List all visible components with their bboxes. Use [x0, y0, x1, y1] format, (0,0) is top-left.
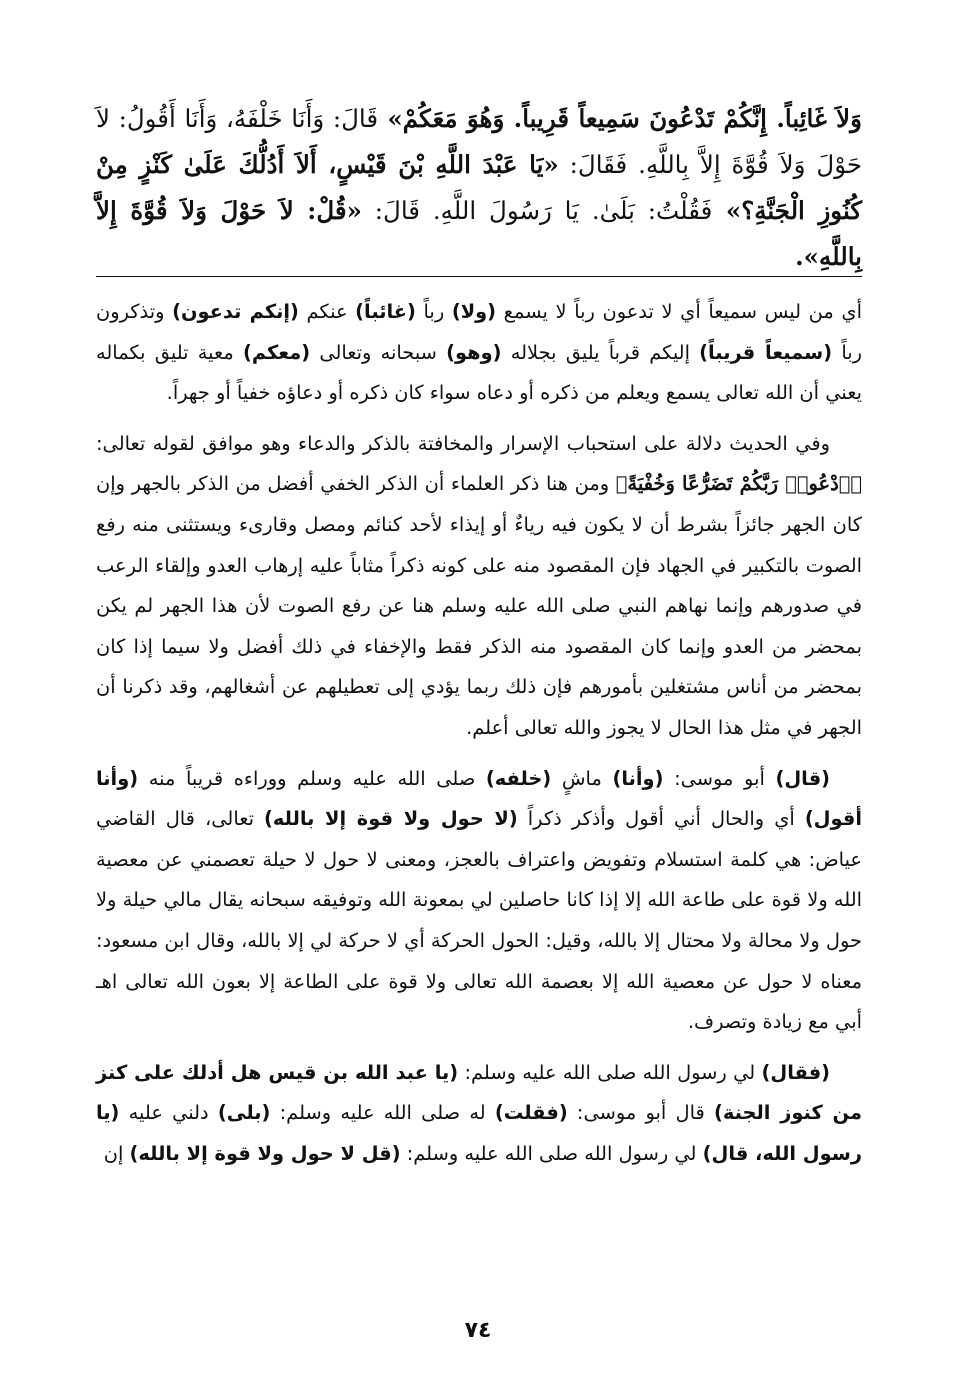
- bold-term: (غائباً): [355, 300, 416, 323]
- bold-term: (فقلت): [494, 1101, 568, 1125]
- text-run: أبو موسى:: [663, 766, 776, 790]
- text-run: لي رسول الله صلى الله عليه وسلم:: [400, 1141, 703, 1165]
- text-run: وفي الحديث دلالة على استحباب الإسرار والمخافتة بالذكر والدعاء وهو موافق لقوله تعالى:: [96, 431, 830, 455]
- commentary-paragraph: [96, 424, 862, 749]
- text-run: عنكم: [298, 300, 356, 323]
- text-run: إن: [103, 1141, 130, 1165]
- text-run: ماشٍ: [551, 766, 613, 790]
- commentary-paragraph: [96, 759, 862, 1043]
- footnote-separator-line: [96, 276, 862, 277]
- bold-term: (قال): [775, 766, 831, 790]
- bold-term: (قل لا حول ولا قوة إلا بالله): [129, 1141, 401, 1165]
- bold-term: (يا رسول الله، قال): [96, 1101, 862, 1165]
- commentary-body: [96, 292, 862, 1184]
- text-run: سبحانه وتعالى: [310, 340, 447, 364]
- bold-term: (بلى): [217, 1101, 271, 1125]
- text-run: وتذكرون رباً: [96, 300, 862, 364]
- bold-term: «قُلْ: لاَ حَوْلَ وَلاَ قُوَّةَ إِلاَّ بِاللَّهِ».: [96, 196, 862, 271]
- text-run: تعالى، قال القاضي عياض: هي كلمة استسلام وتفويض واعتراف بالعجز، ومعنى لا حول لا حيلة تعصمني عن معصية الله ولا قوة على طاعة الله إلا إذا كانا حاصلين لي بمعونة الله وتوفيقه سبحانه يقال مالي حيلة ولا حول ولا محالة ولا محتال إلا بالله، وقيل: الحول الحركة أي لا حركة لي إلا بالله، وقال ابن مسعود: معناه لا حول عن معصية الله إلا بعصمة الله تعالى ولا قوة على الطاعة إلا بعون الله تعالى اهـ أبي مع زيادة وتصرف.: [96, 807, 862, 1034]
- text-run: أي والحال أني أقول وأذكر ذكراً: [517, 807, 805, 831]
- bold-term: (سميعاً قريباً): [699, 340, 833, 364]
- text-run: لي رسول الله صلى الله عليه وسلم:: [458, 1060, 762, 1084]
- text-run: رباً: [415, 300, 452, 323]
- text-run: قَالَ: وَأَنَا خَلْفَهُ، وَأَنَا أَقُولُ: لاَ حَوْلَ وَلاَ قُوَّةَ إِلاَّ بِاللَّهِ. فَقَالَ:: [96, 104, 863, 179]
- text-run: إليكم قرباً يليق بجلاله: [501, 340, 700, 364]
- text-run: فَقُلْتُ: بَلَىٰ. يَا رَسُولَ اللَّهِ. قَالَ:: [361, 196, 713, 225]
- bold-term: (فقال): [761, 1060, 830, 1084]
- text-run: قال أبو موسى:: [567, 1101, 714, 1125]
- text-run: ومن هنا ذكر العلماء أن الذكر الخفي أفضل من الذكر بالجهر وإن كان الجهر جائزاً بشرط أن لا يكون فيه رياءٌ أو إيذاء لأحد كنائم ومصل وقارىء ويستثنى منه رفع الصوت بالتكبير في الجهاد فإن المقصود منه على كونه ذكراً مثاباً عليه إرهاب العدو وإلقاء الرعب في صدورهم وإنما نهاهم النبي صلى الله عليه وسلم هنا عن رفع الصوت لأن هذا الجهر لم يكن بمحضر من العدو وإنما كان المقصود منه الذكر فقط والإخفاء في ذلك أفضل ولا سيما إذا كان بمحضر من أناس مشتغلين بأمورهم فإن ذلك ربما يؤدي إلى تعطيلهم عن أشغالهم، وقد ذكرنا أن الجهر في مثل هذا الحال لا يجوز والله تعالى أعلم.: [96, 472, 862, 739]
- bold-term: (خلفه): [485, 766, 552, 790]
- bold-term: (وهو): [446, 340, 502, 364]
- bold-term: وَلاَ غَائِباً. إِنَّكُمْ تَدْعُونَ سَمِيعاً قَرِيباً. وَهُوَ مَعَكُمْ»: [378, 104, 862, 133]
- bold-term: (معكم): [242, 340, 311, 364]
- text-run: معية تليق بكماله يعني أن الله تعالى يسمع ويعلم من ذكره أو دعاه سواء كان ذكره أو دعاؤه خفياً أو جهراً.: [96, 340, 862, 405]
- bold-term: (إنكم تدعون): [172, 300, 299, 323]
- bold-term: (لا حول ولا قوة إلا بالله): [264, 807, 518, 831]
- bold-term: «يَا عَبْدَ اللَّهِ بْنَ قَيْسٍ، أَلاَ أَدُلُّكَ عَلَىٰ كَنْزٍ مِنْ كُنُوزِ الْجَنَّةِ؟»: [96, 150, 862, 225]
- text-run: صلى الله عليه وسلم ووراءه قريباً منه: [138, 766, 486, 790]
- text-run: أي من ليس سميعاً أي لا تدعون رباً لا يسمع: [496, 300, 862, 323]
- text-run: دلني عليه: [119, 1101, 218, 1125]
- bold-term: (ولا): [451, 300, 497, 323]
- bold-term: (يا عبد الله بن قيس هل أدلك على كنز من كنوز الجنة): [96, 1060, 862, 1125]
- text-run: له صلى الله عليه وسلم:: [270, 1101, 495, 1125]
- bold-term: (وأنا): [612, 766, 664, 790]
- commentary-paragraph: [96, 1053, 862, 1175]
- page-number: ٧٤: [464, 1318, 492, 1343]
- hadith-text: [96, 96, 863, 271]
- book-page: [96, 96, 862, 1346]
- commentary-paragraph: [96, 292, 862, 414]
- bold-term: (وأنا أقول): [96, 766, 862, 831]
- quran-verse: ﴿ٱدْعُوا۟ رَبَّكُمْ تَضَرُّعًا وَخُفْيَةً﴾: [615, 472, 862, 496]
